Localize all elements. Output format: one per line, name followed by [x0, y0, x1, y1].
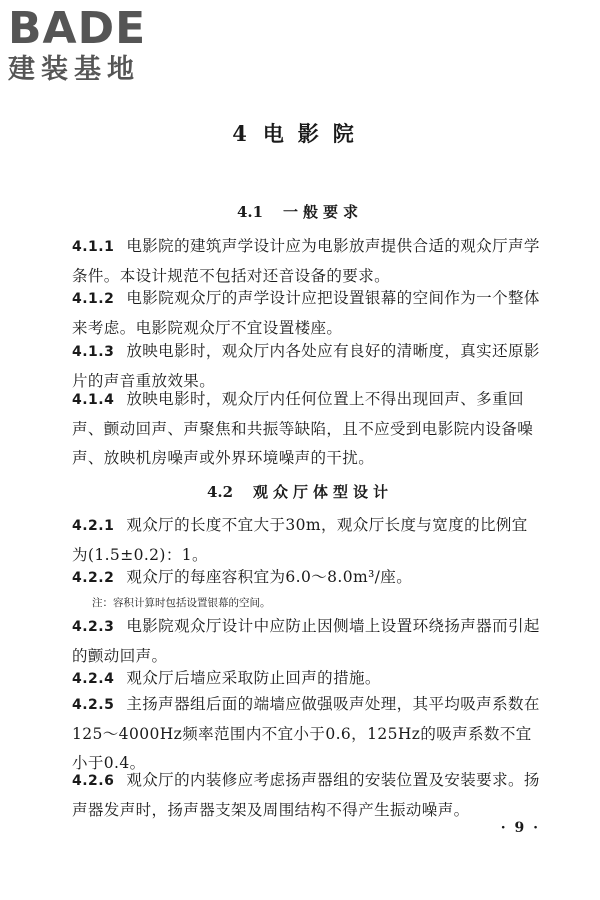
clause-text: 放映电影时，观众厅内各处应有良好的清晰度，真实还原影片的声音重放效果。	[72, 342, 540, 390]
clause-4-2-3	[72, 612, 542, 671]
clause-4-2-1	[72, 511, 542, 570]
clause-4-1-2	[72, 284, 542, 343]
clause-number: 4.1.4	[72, 392, 115, 408]
logo-wordmark: BADE	[8, 3, 147, 54]
clause-text: 主扬声器组后面的端墙应做强吸声处理，其平均吸声系数在125～4000Hz频率范围内不宜小于0.6，125Hz的吸声系数不宜小于0.4。	[72, 695, 540, 772]
clause-number: 4.1.3	[72, 344, 115, 360]
clause-text: 电影院观众厅设计中应防止因侧墙上设置环绕扬声器而引起的颤动回声。	[72, 617, 540, 665]
page-number: · 9 ·	[500, 820, 540, 836]
bade-logo	[8, 3, 178, 86]
clause-4-2-5	[72, 690, 542, 778]
section-title-4-2	[0, 481, 600, 502]
clause-text: 观众厅的内装修应考虑扬声器组的安装位置及安装要求。扬声器发声时，扬声器支架及周围结构不得产生振动噪声。	[72, 771, 540, 819]
clause-4-1-4	[72, 385, 542, 473]
clause-4-2-6	[72, 766, 542, 825]
section-number: 4.1	[236, 203, 264, 221]
section-title-4-1	[0, 201, 600, 222]
clause-4-1-1	[72, 232, 542, 291]
section-name: 一般要求	[283, 203, 364, 221]
clause-text: 观众厅的长度不宜大于30m，观众厅长度与宽度的比例宜为(1.5±0.2)：1。	[72, 516, 528, 564]
clause-number: 4.1.2	[72, 291, 115, 307]
clause-number: 4.2.5	[72, 697, 115, 713]
clause-text: 观众厅后墙应采取防止回声的措施。	[126, 669, 381, 687]
clause-number: 4.2.2	[72, 570, 115, 586]
clause-4-2-2	[72, 563, 542, 593]
clause-number: 4.2.3	[72, 619, 115, 635]
clause-text: 观众厅的每座容积宜为6.0～8.0m³/座。	[126, 568, 413, 586]
section-name: 观众厅体型设计	[253, 483, 394, 501]
clause-text: 放映电影时，观众厅内任何位置上不得出现回声、多重回声、颤动回声、声聚焦和共振等缺陷，且不应受到电影院内设备噪声、放映机房噪声或外界环境噪声的干扰。	[72, 390, 534, 467]
clause-text: 电影院观众厅的声学设计应把设置银幕的空间作为一个整体来考虑。电影院观众厅不宜设置楼座。	[72, 289, 540, 337]
clause-number: 4.2.4	[72, 671, 115, 687]
logo-subtitle: 建装基地	[8, 54, 140, 85]
chapter-number: 4	[232, 121, 249, 146]
chapter-name: 电影院	[262, 121, 368, 146]
note-text: 注：容积计算时包括设置银幕的空间。	[92, 597, 271, 609]
section-number: 4.2	[206, 483, 234, 501]
clause-number: 4.2.1	[72, 518, 115, 534]
chapter-title	[0, 118, 600, 148]
clause-number: 4.2.6	[72, 773, 115, 789]
clause-number: 4.1.1	[72, 239, 115, 255]
clause-text: 电影院的建筑声学设计应为电影放声提供合适的观众厅声学条件。本设计规范不包括对还音设备的要求。	[72, 237, 540, 285]
